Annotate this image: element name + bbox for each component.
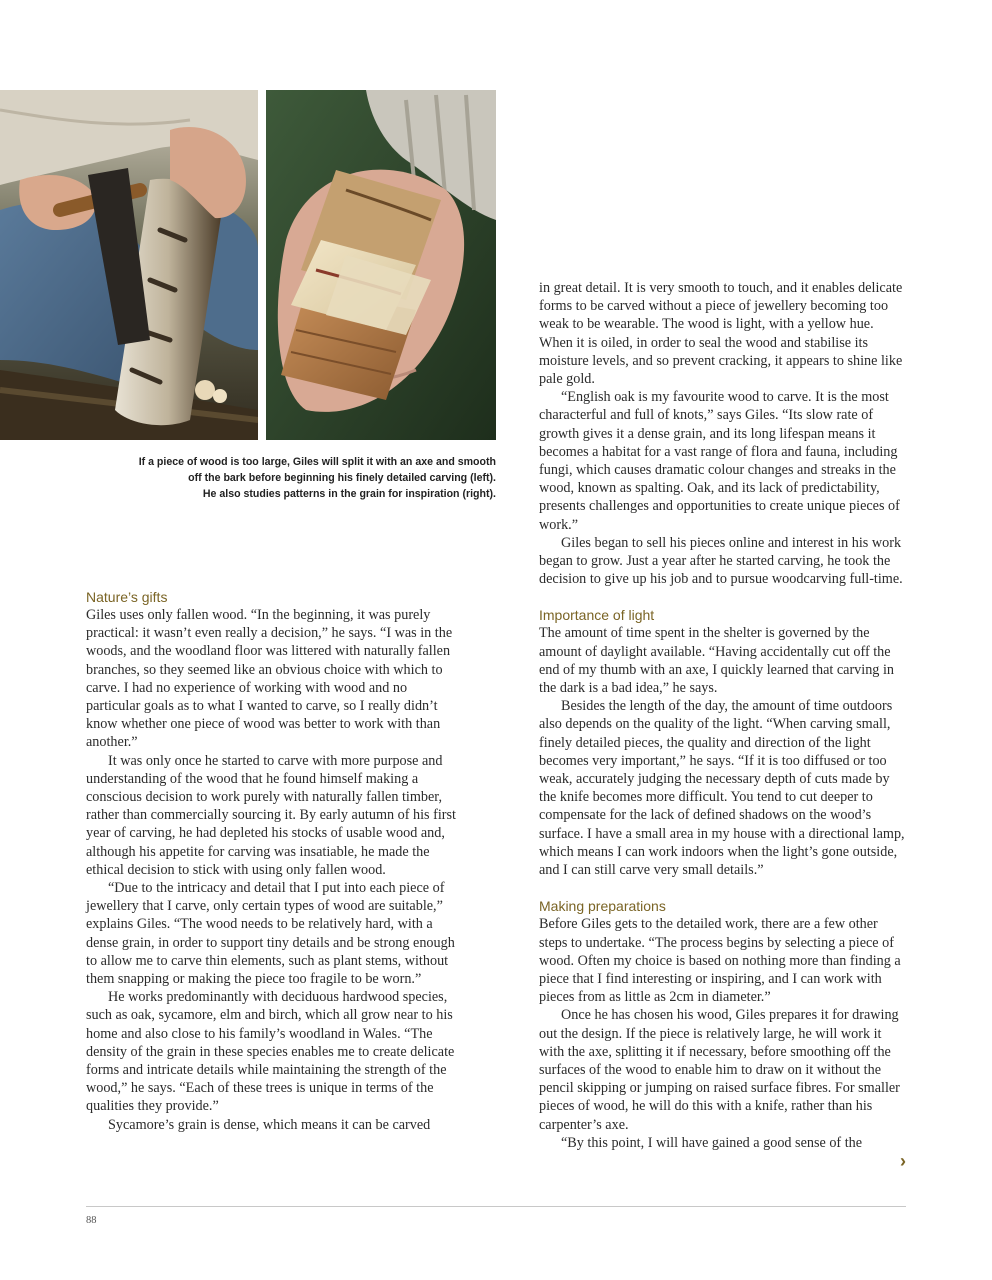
paragraph: “Due to the intricacy and detail that I put into each piece of jewellery that I carve, only certain types of wood are suitable,” explains Giles. “The wood needs to be relatively hard, with a dense grain, in order to support tiny details and be strong enough to allow me to carve thin elements, such as plant stems, without them snapping or making the piece too fragile to be worn.” (86, 880, 455, 988)
caption-line-2: off the bark before beginning his finely detailed carving (left). (188, 472, 496, 484)
right-column (539, 279, 909, 1152)
paragraph: Before Giles gets to the detailed work, there are a few other steps to undertake. “The process begins by selecting a piece of wood. Often my choice is based on nothing more than finding a piece that I find interesting or inspiring, and I can work with pieces from as little as 2cm in diameter.” (539, 916, 901, 1006)
photo-right-illustration (266, 90, 496, 440)
photo-left-illustration (0, 90, 258, 440)
paragraph: The amount of time spent in the shelter is governed by the amount of daylight available. “Having accidentally cut off the end of my thumb with an axe, I quickly learned that carving in the dark is a bad idea,” he says. (539, 625, 894, 697)
caption-line-1: If a piece of wood is too large, Giles will split it with an axe and smooth (138, 456, 496, 468)
paragraph: in great detail. It is very smooth to touch, and it enables delicate forms to be carved without a piece of jewellery becoming too weak to be wearable. The wood is light, with a yellow hue. When it is oiled, in order to seal the wood and stabilise its moisture levels, and so prevent cracking, it appears to shine like pale gold. (539, 280, 903, 388)
paragraph: Giles uses only fallen wood. “In the beginning, it was purely practical: it wasn’t even really a decision,” he says. “I was in the woods, and the woodland floor was littered with naturally fallen branches, so they seemed like an obvious choice with which to carve. I had no experience of working with wood and no particular goals as to what I wanted to carve, so I really didn’t know whether one piece of wood was better to work with than another.” (86, 607, 453, 751)
paragraph: It was only once he started to carve with more purpose and understanding of the wood that he found himself making a conscious decision to work purely with naturally fallen timber, rather than commercially sourcing it. By early autumn of his first year of carving, he had depleted his stocks of usable wood and, although his appetite for carving was insatiable, he made the ethical decision to stick with using only fallen wood. (86, 752, 456, 878)
photo-axe-splitting-log (0, 90, 258, 440)
paragraph: “English oak is my favourite wood to carve. It is the most characterful and full of knots,” says Giles. “Its slow rate of growth gives it a dense grain, and its long lifespan means it becomes a habitat for a vast range of flora and fauna, including fungi, which causes dramatic colour changes and streaks in the wood, known as spalting. Oak, and its lack of predictability, presents challenges and opportunities to create unique pieces of work.” (539, 389, 900, 533)
photo-wood-pieces-in-hand (266, 90, 496, 440)
paragraph: Besides the length of the day, the amount of time outdoors also depends on the quality of the light. “When carving small, finely detailed pieces, the quality and direction of the light becomes very important,” he says. “If it is too diffused or too weak, accurately judging the necessary depth of cuts made by the knife becomes more difficult. You tend to cut deeper to compensate for the lack of defined shadows on the wood’s surface. I have a small area in my house with a directional lamp, which means I can work indoors when the light’s gone outside, and I can still carve very small details.” (539, 698, 905, 879)
continue-chevron-icon: › (900, 1151, 906, 1171)
left-column (86, 588, 458, 1134)
paragraph: Sycamore’s grain is dense, which means it can be carved (108, 1116, 431, 1133)
heading-making-preparations: Making preparations (539, 898, 666, 915)
paragraph: Giles began to sell his pieces online and interest in his work began to grow. Just a year after he started carving, he took the decision to give up his job and to pursue woodcarving full-time. (539, 534, 903, 588)
footer-divider (86, 1206, 906, 1207)
heading-natures-gifts: Nature’s gifts (86, 589, 168, 605)
paragraph: Once he has chosen his wood, Giles prepares it for drawing out the design. If the piece is relatively large, he will work it with the axe, splitting it if necessary, before smoothing off the surfaces of the wood to enable him to draw on it without the pencil skipping or jumping on raised surface fibres. For smaller pieces of wood, he will do this with a knife, rather than his carpenter’s axe. (539, 1007, 900, 1133)
paragraph: He works predominantly with deciduous hardwood species, such as oak, sycamore, elm and birch, which all grow near to his home and also close to his family’s woodland in Wales. “The density of the grain in these species enables me to create delicate forms and intricate details while maintaining the strength of the wood,” he says. “Each of these trees is unique in terms of the qualities they provide.” (86, 989, 455, 1115)
photo-caption (100, 454, 496, 502)
caption-line-3: He also studies patterns in the grain for inspiration (right). (202, 488, 496, 500)
heading-importance-of-light: Importance of light (539, 607, 655, 624)
page-number: 88 (86, 1215, 97, 1226)
paragraph: “By this point, I will have gained a good sense of the (561, 1134, 863, 1151)
